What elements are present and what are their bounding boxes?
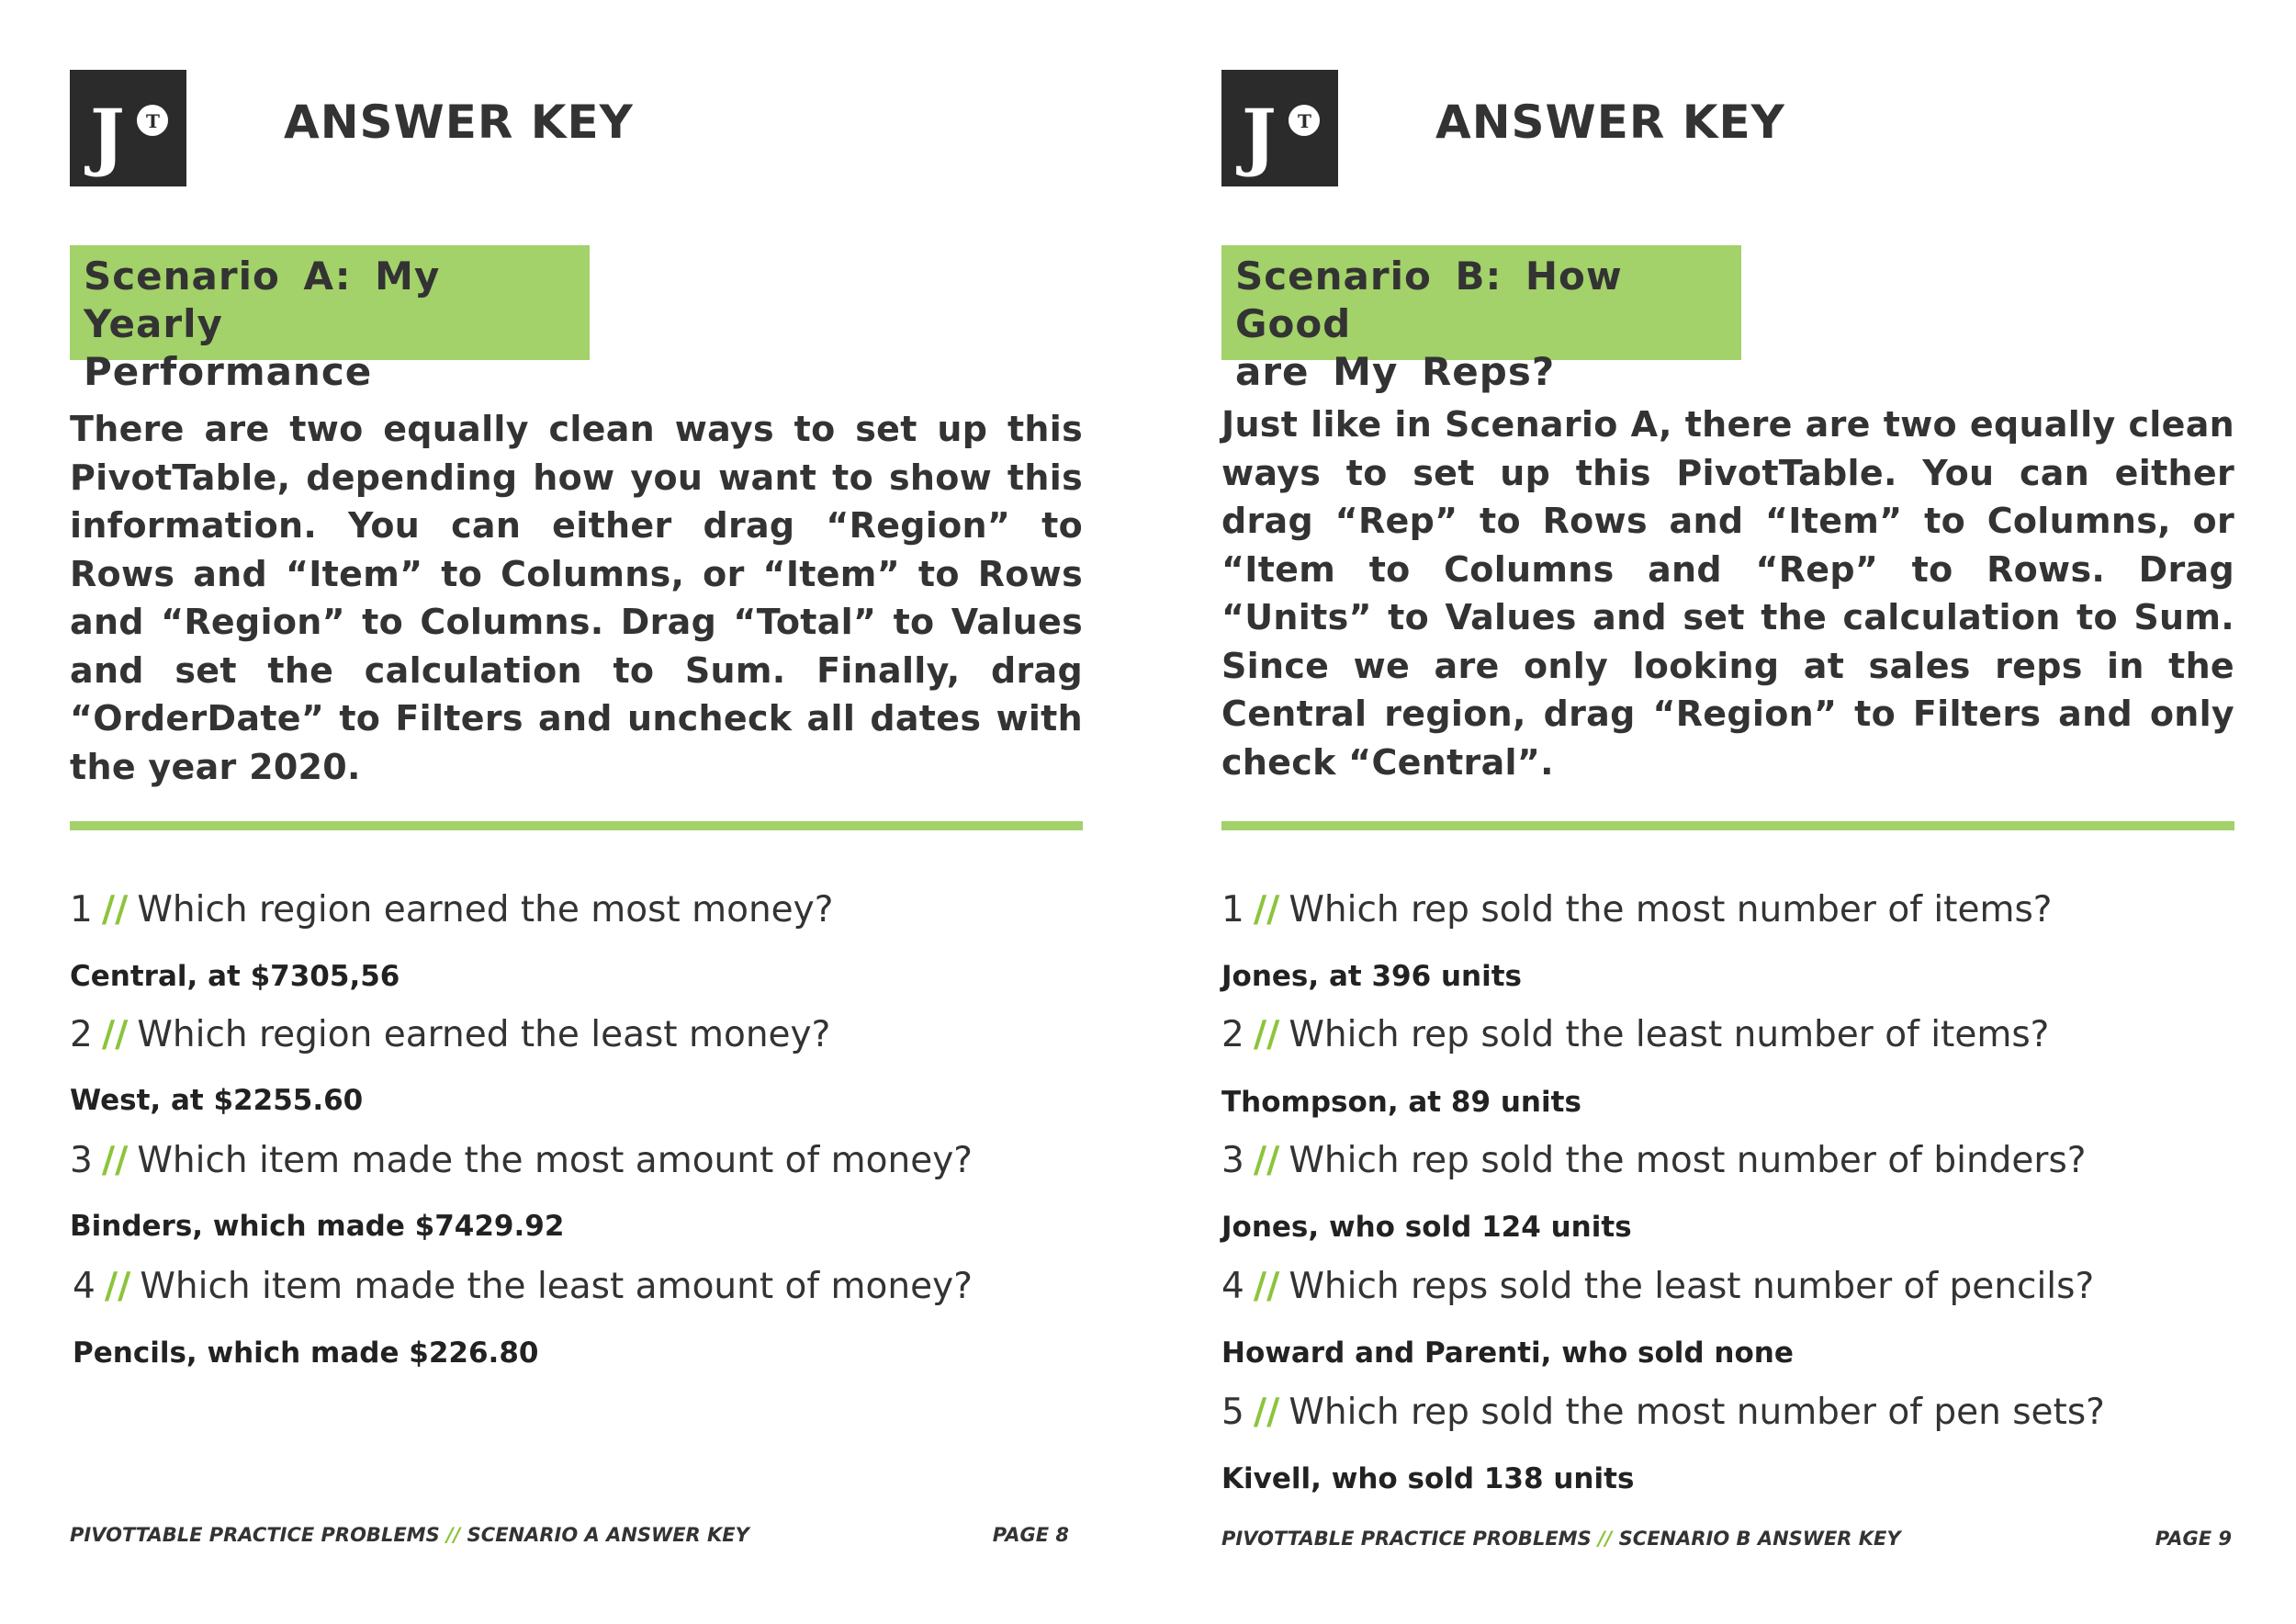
jt-logo-icon bbox=[70, 70, 186, 186]
question-3: 3 // Which item made the most amount of money? bbox=[70, 1140, 974, 1181]
question-1: 1 // Which region earned the most money? bbox=[70, 889, 834, 930]
section-divider bbox=[70, 821, 1083, 830]
scenario-title-line1: Scenario A: My Yearly bbox=[84, 254, 441, 346]
jt-logo-icon bbox=[1221, 70, 1338, 186]
question-2: 2 // Which rep sold the least number of items? bbox=[1221, 1014, 2050, 1055]
page-title: ANSWER KEY bbox=[1435, 96, 1785, 149]
svg-text:J: J bbox=[90, 93, 125, 179]
svg-text:T: T bbox=[146, 110, 160, 132]
jt-logo bbox=[1221, 70, 1338, 186]
question-1: 1 // Which rep sold the most number of items? bbox=[1221, 889, 2053, 930]
answer-2: West, at $2255.60 bbox=[70, 1084, 364, 1117]
question-2: 2 // Which region earned the least money? bbox=[70, 1014, 831, 1055]
answer-5: Kivell, who sold 138 units bbox=[1221, 1462, 1635, 1495]
answer-4: Pencils, which made $226.80 bbox=[73, 1336, 539, 1370]
answer-1: Jones, at 396 units bbox=[1221, 960, 1523, 993]
answer-3: Jones, who sold 124 units bbox=[1221, 1211, 1632, 1244]
page-number: PAGE 8 bbox=[992, 1524, 1069, 1546]
question-3: 3 // Which rep sold the most number of binders? bbox=[1221, 1140, 2087, 1181]
page-footer: PIVOTTABLE PRACTICE PROBLEMS // SCENARIO A ANSWER KEY PAGE 8 bbox=[70, 1524, 1069, 1546]
question-4: 4 // Which reps sold the least number of pencils? bbox=[1221, 1266, 2095, 1307]
question-5: 5 // Which rep sold the most number of pen sets? bbox=[1221, 1392, 2105, 1433]
section-divider bbox=[1221, 821, 2234, 830]
page-footer: PIVOTTABLE PRACTICE PROBLEMS // SCENARIO B ANSWER KEY PAGE 9 bbox=[1221, 1528, 2232, 1550]
question-4: 4 // Which item made the least amount of money? bbox=[73, 1266, 973, 1307]
scenario-title bbox=[1221, 245, 1741, 394]
scenario-title bbox=[70, 245, 590, 394]
scenario-title-line2: Performance bbox=[84, 349, 373, 394]
page-scenario-a bbox=[70, 0, 1083, 1624]
svg-text:T: T bbox=[1298, 110, 1311, 132]
answer-3: Binders, which made $7429.92 bbox=[70, 1210, 565, 1243]
page-scenario-b bbox=[1221, 0, 2232, 1624]
intro-paragraph: Just like in Scenario A, there are two equally clean ways to set up this PivotTable. You can either drag “Rep” to Rows and “Item” to Columns, or “Item to Columns and “Rep” to Rows. Drag “Units” to Values and set the calculation to Sum. Since we are only looking at sales reps in the Central region, drag “Region” to Filters and only check “Central”. bbox=[1221, 404, 2234, 783]
intro-paragraph: There are two equally clean ways to set up this PivotTable, depending how you want to show this information. You can either drag “Region” to Rows and “Item” to Columns, or “Item” to Rows and “Region” to Columns. Drag “Total” to Values and set the calculation to Sum. Finally, drag “OrderDate” to Filters and uncheck all dates with the year 2020. bbox=[70, 409, 1083, 787]
page-number: PAGE 9 bbox=[2155, 1528, 2232, 1550]
scenario-title-line1: Scenario B: How Good bbox=[1235, 254, 1623, 346]
svg-text:J: J bbox=[1242, 93, 1277, 179]
scenario-title-line2: are My Reps? bbox=[1235, 349, 1556, 394]
answer-1: Central, at $7305,56 bbox=[70, 960, 400, 993]
page-title: ANSWER KEY bbox=[284, 96, 634, 149]
jt-logo bbox=[70, 70, 186, 186]
answer-2: Thompson, at 89 units bbox=[1221, 1086, 1581, 1119]
answer-4: Howard and Parenti, who sold none bbox=[1221, 1336, 1794, 1370]
